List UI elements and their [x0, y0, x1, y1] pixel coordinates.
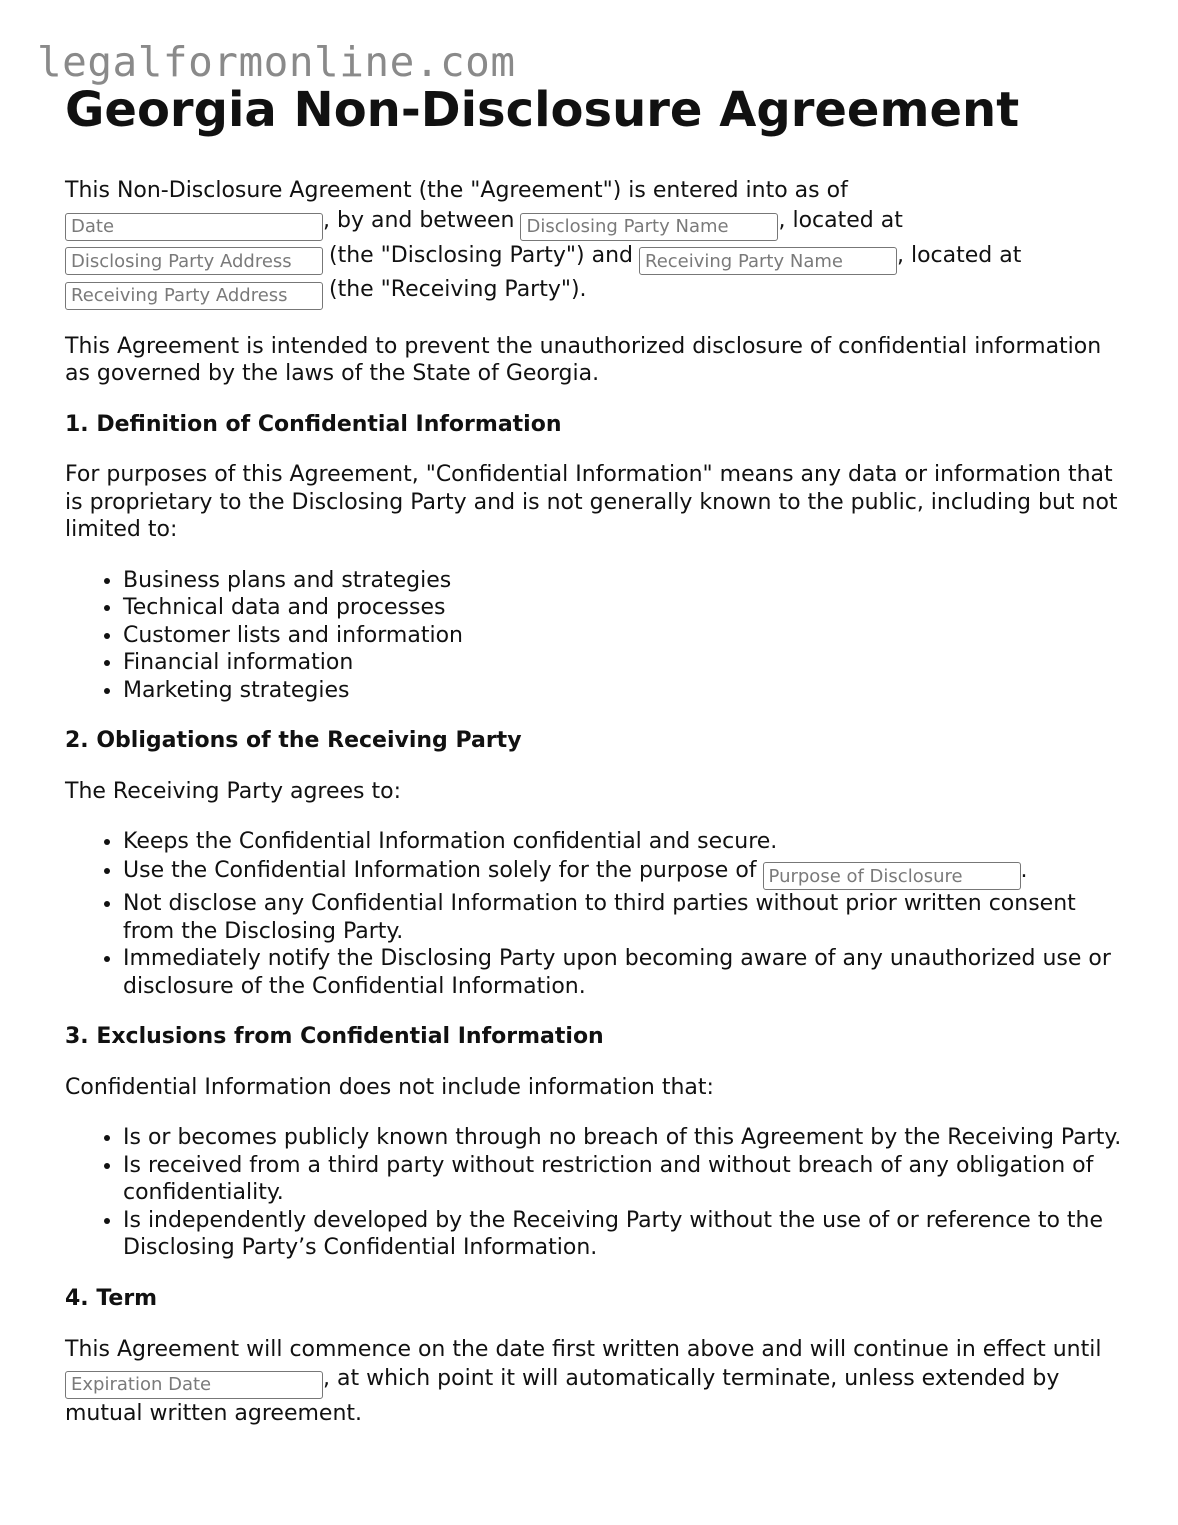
purpose-paragraph: This Agreement is intended to prevent the unauthorized disclosure of confidential information as governed by the laws of the State of Georgia. — [65, 333, 1102, 386]
date-field[interactable] — [65, 213, 323, 241]
purpose-of-disclosure-field[interactable] — [763, 862, 1021, 890]
watermark: legalformonline.com — [37, 38, 516, 86]
section-4-paragraph — [65, 1335, 1125, 1428]
list-item: • Technical data and processes — [123, 594, 1125, 622]
list-item: • Marketing strategies — [123, 677, 1125, 705]
list-item-purpose — [123, 856, 1125, 891]
section-2-heading: 2. Obligations of the Receiving Party — [65, 728, 522, 753]
section-2-text: The Receiving Party agrees to: — [65, 778, 401, 804]
section-1-list — [65, 567, 1125, 705]
section-4-heading: 4. Term — [65, 1285, 158, 1311]
list-item: • Is or becomes publicly known through no breach of this Agreement by the Receiving Party. — [123, 1124, 1125, 1152]
intro-text-6: (the "Receiving Party"). — [329, 277, 587, 302]
list-item: • Is received from a third party without restriction and without breach of any obligation of confidentiality. — [123, 1152, 1125, 1207]
receiving-party-address-field[interactable] — [65, 282, 323, 310]
section-1-heading: 1. Definition of Confidential Information — [65, 411, 562, 437]
section-3-heading: 3. Exclusions from Confidential Information — [65, 1024, 604, 1049]
purpose-prefix: Use the Confidential Information solely for the purpose of — [123, 857, 757, 883]
list-item: • Is independently developed by the Receiving Party without the use of or reference to the Disclosing Party’s Confidential Information. — [123, 1207, 1125, 1262]
page-title: Georgia Non-Disclosure Agreement — [65, 82, 1020, 138]
list-item: • Not disclose any Confidential Information to third parties without prior written consent from the Disclosing Party. — [123, 890, 1125, 945]
list-item: • Financial information — [123, 649, 1125, 677]
section-3-text: Confidential Information does not include information that: — [65, 1074, 714, 1100]
section-2-list — [65, 828, 1125, 1000]
intro-text-4: (the "Disclosing Party") and — [329, 242, 633, 268]
intro-paragraph — [65, 176, 1125, 310]
disclosing-party-name-field[interactable] — [520, 213, 778, 241]
section-3-list — [65, 1124, 1125, 1262]
list-item: • Immediately notify the Disclosing Party upon becoming aware of any unauthorized use or disclosure of the Confidential Information. — [123, 945, 1125, 1000]
section-1-text: For purposes of this Agreement, "Confidential Information" means any data or information that is proprietary to the Disclosing Party and is not generally known to the public, including but not limited to: — [65, 462, 1118, 542]
intro-text-5: , located at — [897, 242, 1022, 268]
term-text-1: This Agreement will commence on the date first written above and will continue in effect until — [65, 1337, 1102, 1362]
intro-text-1: This Non-Disclosure Agreement (the "Agreement") is entered into as of — [65, 178, 848, 203]
list-item: • Keeps the Confidential Information confidential and secure. — [123, 828, 1125, 856]
receiving-party-name-field[interactable] — [639, 247, 897, 275]
disclosing-party-address-field[interactable] — [65, 247, 323, 275]
intro-text-3: , located at — [778, 208, 903, 233]
purpose-suffix: . — [1020, 857, 1028, 883]
term-text-2: , at which point it will automatically terminate, unless extended by mutual written agreement. — [65, 1366, 1060, 1426]
expiration-date-field[interactable] — [65, 1371, 323, 1399]
document — [65, 80, 1125, 1451]
list-item: • Customer lists and information — [123, 622, 1125, 650]
intro-text-2: , by and between — [323, 208, 515, 233]
list-item: • Business plans and strategies — [123, 567, 1125, 595]
